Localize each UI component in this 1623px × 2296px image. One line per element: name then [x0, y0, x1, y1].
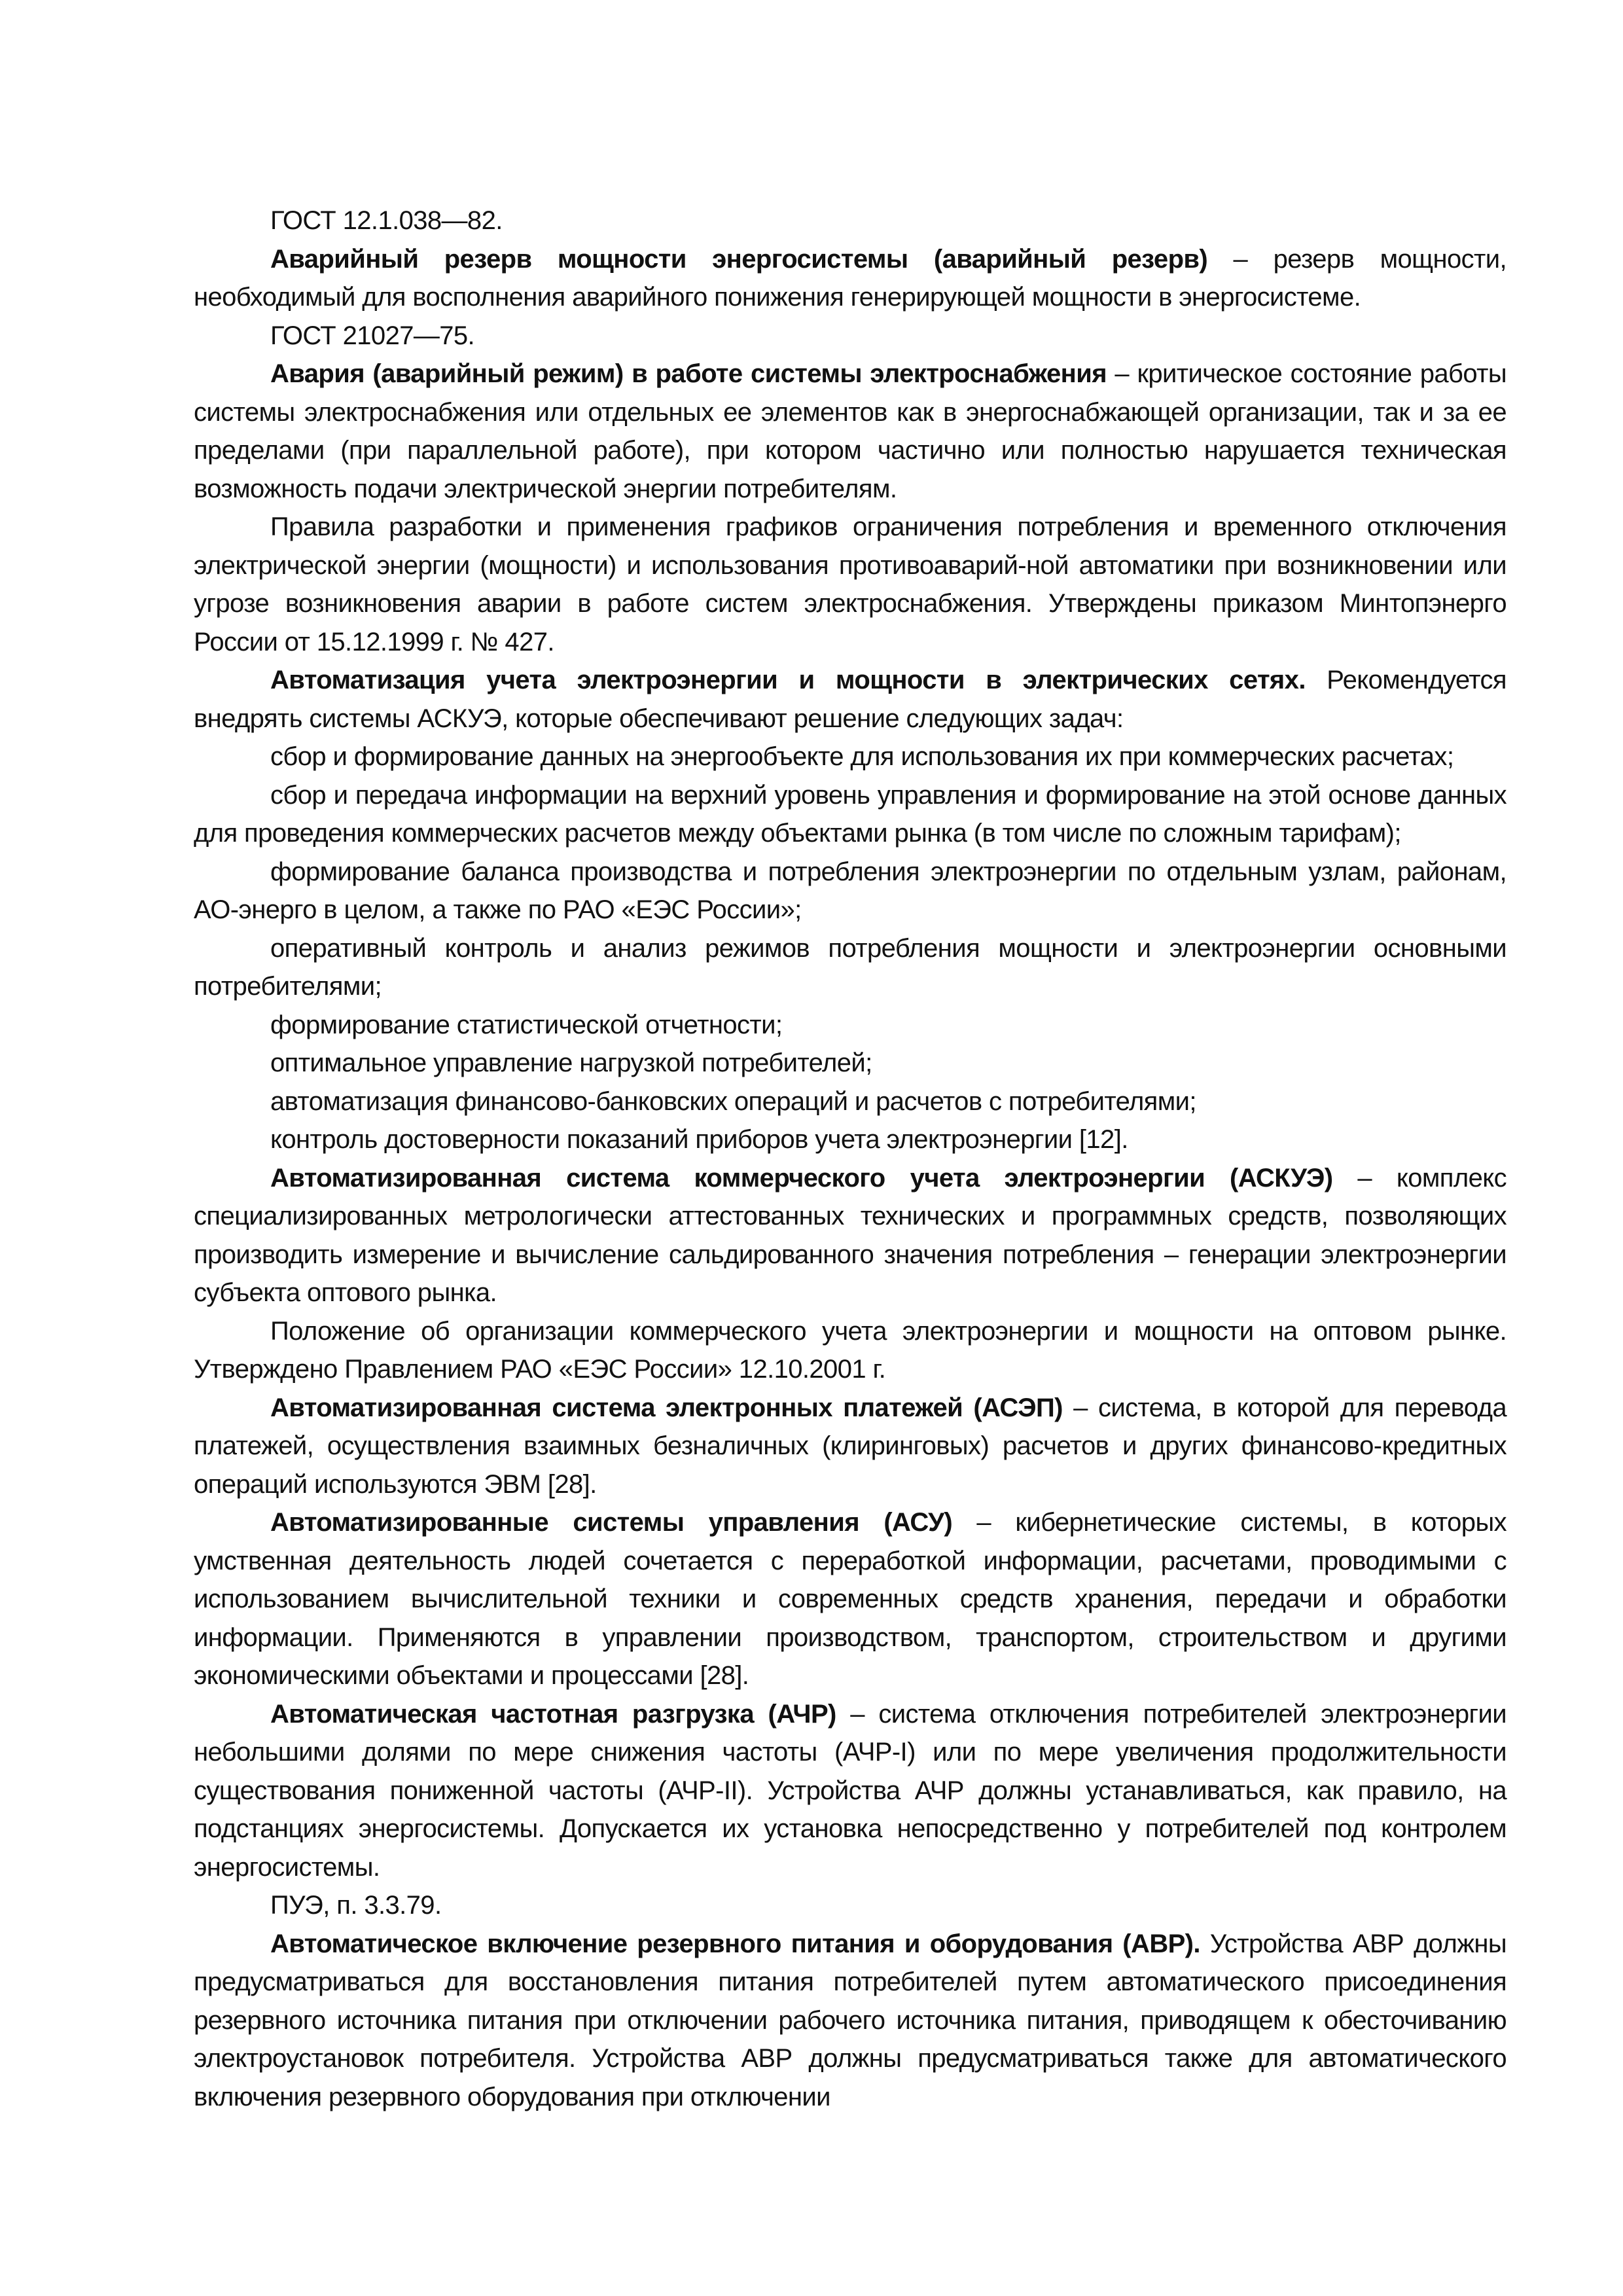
source-reference: Правила разработки и применения графиков ограничения потребления и временного отключения электрической энергии (мощности) и использования противоаварий-ной автоматики при возникновении или угрозе возникновения аварии в работе систем электроснабжения. Утверждены приказом Минтопэнерго России от 15.12.1999 г. № 427. — [194, 512, 1507, 656]
source-reference: ПУЭ, п. 3.3.79. — [270, 1891, 442, 1920]
definition-term: Автоматическое включение резервного питания и оборудования (АВР). — [270, 1929, 1200, 1958]
definition-paragraph: Автоматизированная система электронных платежей (АСЭП) – система, в которой для перевода платежей, осуществления взаимных безналичных (клиринговых) расчетов и других финансово-кредитных операций используются ЭВМ [28]. — [194, 1393, 1507, 1499]
definition-term: Авария (аварийный режим) в работе системы электроснабжения — [270, 359, 1107, 388]
source-reference: ГОСТ 21027—75. — [270, 321, 475, 350]
definition-paragraph: Автоматизированные системы управления (АСУ) – кибернетические системы, в которых умственная деятельность людей сочетается с переработкой информации, расчетами, проводимыми с использованием вычислительной техники и современных средств хранения, передачи и обработки информации. Применяются в управлении производством, транспортом, строительством и другими экономическими объектами и процессами [28]. — [194, 1508, 1507, 1690]
task-list-item: оперативный контроль и анализ режимов потребления мощности и электроэнергии основными потребителями; — [194, 933, 1507, 1001]
definition-paragraph: Авария (аварийный режим) в работе системы электроснабжения – критическое состояние работы системы электроснабжения или отдельных ее элементов как в энергоснабжающей организации, так и за ее пределами (при параллельной работе), при котором частично или полностью нарушается техническая возможность подачи электрической энергии потребителям. — [194, 359, 1507, 503]
task-list-item: автоматизация финансово-банковских операций и расчетов с потребителями; — [270, 1086, 1196, 1116]
task-list-item: контроль достоверности показаний приборов учета электроэнергии [12]. — [270, 1125, 1128, 1154]
definition-paragraph: Аварийный резерв мощности энергосистемы (аварийный резерв) – резерв мощности, необходимый для восполнения аварийного понижения генерирующей мощности в энергосистеме. — [194, 244, 1507, 312]
definition-paragraph: Автоматизация учета электроэнергии и мощности в электрических сетях. Рекомендуется внедрять системы АСКУЭ, которые обеспечивают решение следующих задач: — [194, 666, 1507, 733]
definition-term: Автоматизированная система коммерческого учета электроэнергии (АСКУЭ) — [270, 1163, 1333, 1193]
source-reference: Положение об организации коммерческого учета электроэнергии и мощности на оптовом рынке. Утверждено Правлением РАО «ЕЭС России» 12.10.2001 г. — [194, 1316, 1507, 1384]
task-list-item: оптимальное управление нагрузкой потребителей; — [270, 1049, 872, 1077]
definition-paragraph: Автоматизированная система коммерческого учета электроэнергии (АСКУЭ) – комплекс специализированных метрологически аттестованных технических и программных средств, позволяющих производить измерение и вычисление сальдированного значения потребления – генерации электроэнергии субъекта оптового рынка. — [194, 1163, 1507, 1307]
definition-paragraph: Автоматическая частотная разгрузка (АЧР) – система отключения потребителей электроэнергии небольшими долями по мере снижения частоты (АЧР-I) или по мере увеличения продолжительности существования пониженной частоты (АЧР-II). Устройства АЧР должны устанавливаться, как правило, на подстанциях энергосистемы. Допускается их установка непосредственно у потребителей под контролем энергосистемы. — [194, 1699, 1507, 1882]
task-list-item: формирование статистической отчетности; — [270, 1010, 783, 1039]
definition-term: Аварийный резерв мощности энергосистемы (аварийный резерв) — [270, 244, 1208, 274]
task-list-item: сбор и формирование данных на энергообъекте для использования их при коммерческих расчетах; — [270, 742, 1454, 771]
task-list-item: сбор и передача информации на верхний уровень управления и формирование на этой основе данных для проведения коммерческих расчетов между объектами рынка (в том числе по сложным тарифам); — [194, 780, 1507, 848]
definition-paragraph: Автоматическое включение резервного питания и оборудования (АВР). Устройства АВР должны предусматриваться для восстановления питания потребителей путем автоматического присоединения резервного источника питания при отключении рабочего источника питания, приводящем к обесточиванию электроустановок потребителя. Устройства АВР должны предусматриваться также для автоматического включения резервного оборудования при отключении — [194, 1929, 1507, 2111]
definition-term: Автоматическая частотная разгрузка (АЧР) — [270, 1699, 836, 1729]
source-reference: ГОСТ 12.1.038—82. — [270, 206, 503, 235]
definition-term: Автоматизация учета электроэнергии и мощности в электрических сетях. — [270, 666, 1306, 694]
definition-term: Автоматизированная система электронных платежей (АСЭП) — [270, 1393, 1063, 1422]
task-list-item: формирование баланса производства и потребления электроэнергии по отдельным узлам, районам, АО-энерго в целом, а также по РАО «ЕЭС России»; — [194, 857, 1507, 924]
definition-term: Автоматизированные системы управления (АСУ) — [270, 1508, 953, 1537]
document-page — [194, 202, 1507, 2116]
